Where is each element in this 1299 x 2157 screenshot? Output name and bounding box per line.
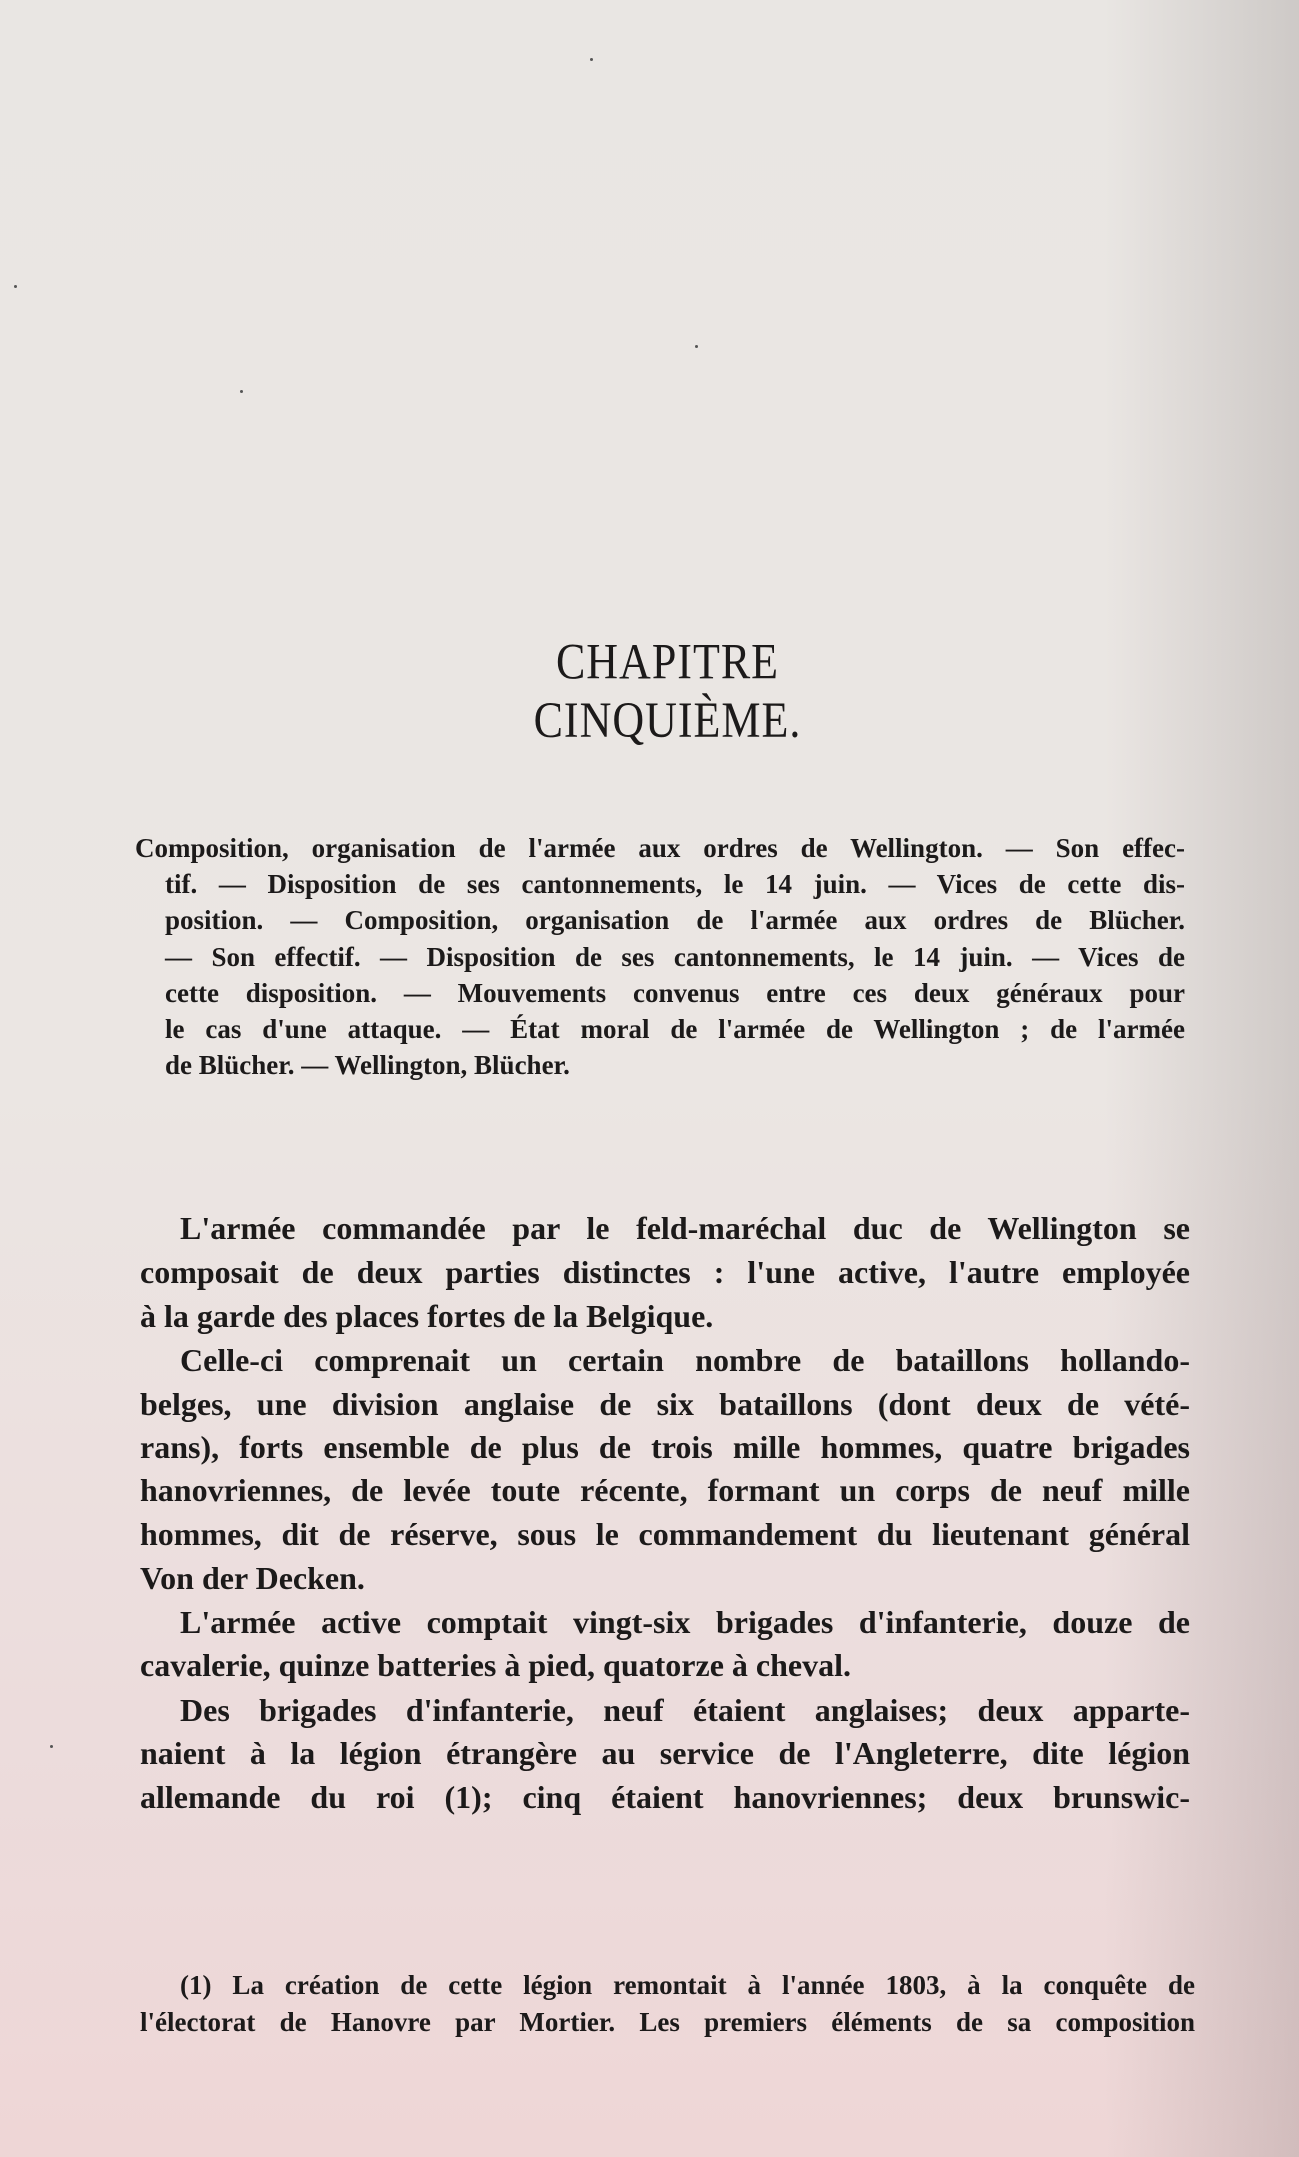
summary-line: — Son effectif. — Disposition de ses cantonnements, le 14 juin. — Vices de [165,942,1185,972]
body-line: à la garde des places fortes de la Belgique. [140,1298,714,1334]
body-line: hommes, dit de réserve, sous le commandement du lieutenant général [140,1516,1190,1552]
summary-line: le cas d'une attaque. — État moral de l'armée de Wellington ; de l'armée [165,1014,1185,1044]
body-line: L'armée commandée par le feld-maréchal duc de Wellington se [180,1210,1190,1246]
summary-line: Composition, organisation de l'armée aux ordres de Wellington. — Son effec- [135,833,1185,863]
body-line: naient à la légion étrangère au service de l'Angleterre, dite légion [140,1735,1190,1771]
paper-speck [590,58,593,61]
body-line: Celle-ci comprenait un certain nombre de bataillons hollando- [180,1342,1190,1378]
body-line: composait de deux parties distinctes : l'une active, l'autre employée [140,1254,1190,1290]
footnote-line: (1) La création de cette légion remontait à l'année 1803, à la conquête de [180,1970,1195,2000]
summary-line: position. — Composition, organisation de l'armée aux ordres de Blücher. [165,905,1185,935]
body-line: hanovriennes, de levée toute récente, formant un corps de neuf mille [140,1472,1190,1508]
body-line: Von der Decken. [140,1560,365,1596]
paper-speck [695,345,698,348]
body-line: cavalerie, quinze batteries à pied, quatorze à cheval. [140,1647,851,1683]
paper-speck [240,390,243,393]
footnote-line: l'électorat de Hanovre par Mortier. Les premiers éléments de sa composition [140,2007,1195,2037]
body-line: Des brigades d'infanterie, neuf étaient anglaises; deux apparte- [180,1692,1190,1728]
body-line: L'armée active comptait vingt-six brigades d'infanterie, douze de [180,1604,1190,1640]
summary-line: de Blücher. — Wellington, Blücher. [165,1050,570,1080]
chapter-title: CHAPITRE CINQUIÈME. [533,633,802,749]
body-line: allemande du roi (1); cinq étaient hanovriennes; deux brunswic- [140,1779,1190,1815]
body-line: belges, une division anglaise de six bataillons (dont deux de vété- [140,1386,1190,1422]
summary-line: tif. — Disposition de ses cantonnements, le 14 juin. — Vices de cette dis- [165,869,1185,899]
body-line: rans), forts ensemble de plus de trois mille hommes, quatre brigades [140,1429,1190,1465]
summary-line: cette disposition. — Mouvements convenus entre ces deux généraux pour [165,978,1185,1008]
paper-speck [14,285,17,288]
paper-speck [50,1745,53,1748]
